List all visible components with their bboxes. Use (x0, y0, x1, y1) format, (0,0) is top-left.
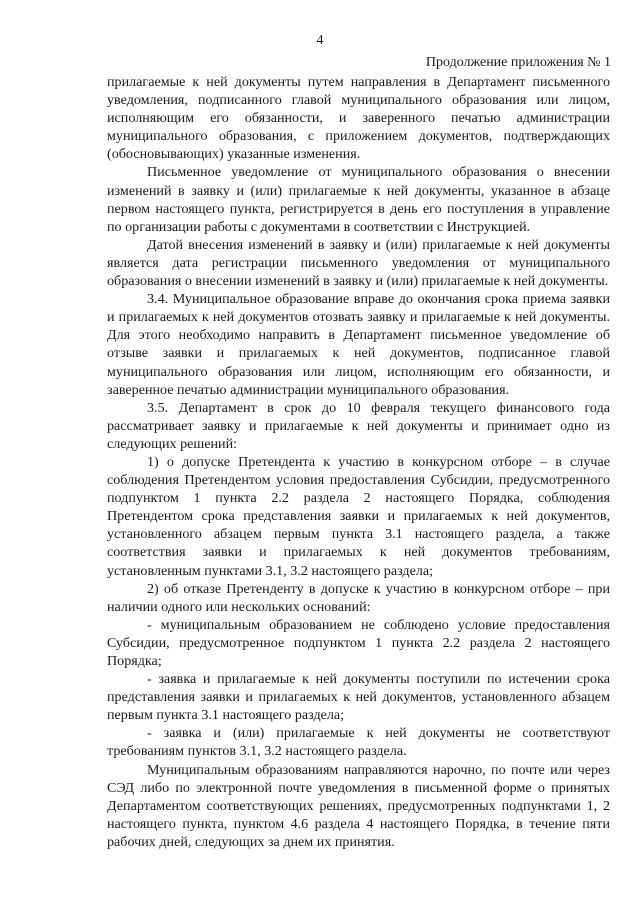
refusal-ground-2: - заявка и прилагаемые к ней документы поступили по истечении срока представления заявки и прилагаемых к ней документов, установленного абзацем первым пункта 3.1 настоящего раздела; (107, 671, 610, 724)
paragraph-3-5: 3.5. Департамент в срок до 10 февраля текущего финансового года рассматривает заявку и прилагаемые к ней документы и принимает одно из следующих решений: (107, 399, 610, 452)
paragraph-3-4: 3.4. Муниципальное образование вправе до окончания срока приема заявки и прилагаемых к ней документов отозвать заявку и прилагаемые к ней документы. Для этого необходимо направить в Департамент письменное уведомление об отзыве заявки и прилагаемых к ней документов, подписанное главой муниципального образования или лицом, исполняющим его обязанности, и заверенное печатью администрации муниципального образования. (107, 291, 610, 398)
paragraph-continuation: прилагаемые к ней документы путем направления в Департамент письменного уведомления, подписанного главой муниципального образования или лицом, исполняющим его обязанности, и заверенного печатью администрации муниципального образования, с приложением документов, подтверждающих (обосновывающих) указанные изменения. (107, 74, 610, 163)
refusal-ground-1: - муниципальным образованием не соблюдено условие предоставления Субсидии, предусмотренное подпунктом 1 пункта 2.2 раздела 2 настоящего Порядка; (107, 616, 610, 669)
decision-item-2: 2) об отказе Претенденту в допуске к участию в конкурсном отборе – при наличии одного или нескольких оснований: (107, 580, 610, 615)
paragraph-change-date: Датой внесения изменений в заявку и (или) прилагаемые к ней документы является дата регистрации письменного уведомления от муниципального образования о внесении изменений в заявку и (или) прилагаемые к ней документы. (107, 236, 610, 290)
document-body (107, 73, 610, 851)
appendix-continuation-header: Продолжение приложения № 1 (425, 55, 611, 70)
page-number: 4 (316, 33, 324, 48)
decision-item-1: 1) о допуске Претендента к участию в конкурсном отборе – в случае соблюдения Претендентом условия предоставления Субсидии, предусмотренного подпунктом 1 пункта 2.2 раздела 2 настоящего Порядка, соблюдения Претендентом срока представления заявки и прилагаемых к ней документов, установленного абзацем первым пункта 3.1 настоящего раздела, а также соответствия заявки и прилагаемых к ней документов требованиям, установленным пунктами 3.1, 3.2 настоящего раздела; (107, 453, 610, 579)
refusal-ground-3: - заявка и (или) прилагаемые к ней документы не соответствуют требованиям пунктов 3.1, 3.2 настоящего раздела. (107, 725, 610, 760)
paragraph-notification-registration: Письменное уведомление от муниципального образования о внесении изменений в заявку и (или) прилагаемые к ней документы, указанное в абзаце первом настоящего пункта, регистрируется в день его поступления в управление по организации работы с документами в соответствии с Инструкцией. (107, 164, 610, 235)
paragraph-notification-delivery: Муниципальным образованиям направляются нарочно, по почте или через СЭД либо по электронной почте уведомления в письменной форме о принятых Департаментом соответствующих решениях, предусмотренных подпунктами 1, 2 настоящего пункта, пунктом 4.6 раздела 4 настоящего Порядка, в течение пяти рабочих дней, следующих за днем их принятия. (107, 761, 610, 850)
